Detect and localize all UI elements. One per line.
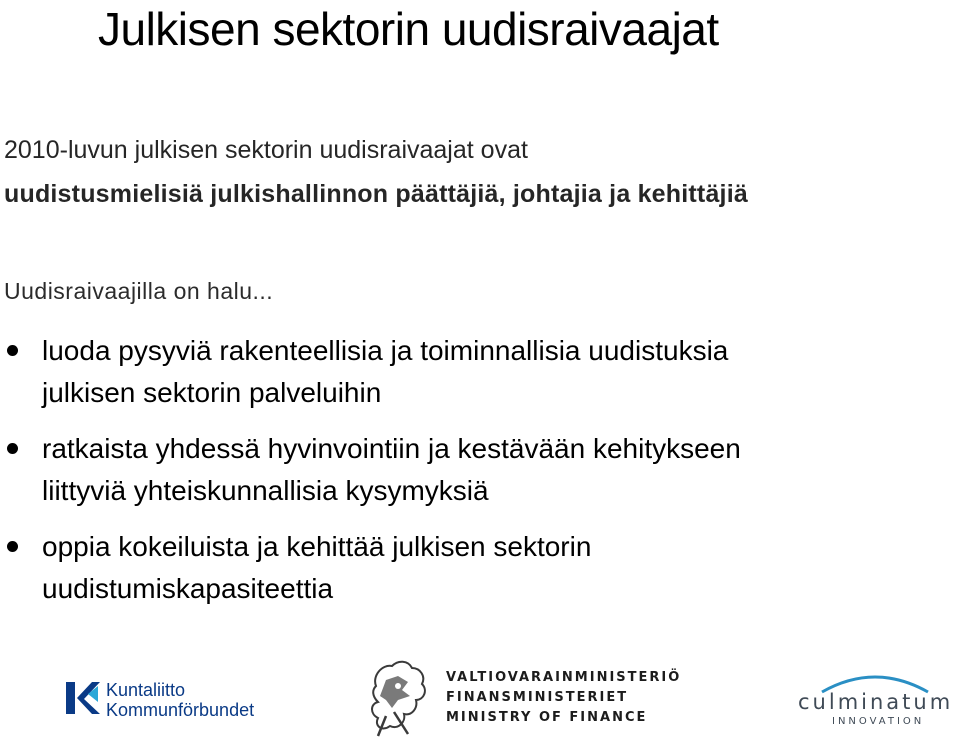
intro-text	[4, 128, 944, 216]
bullet-line: julkisen sektorin palveluihin	[42, 377, 382, 408]
kuntaliitto-k-icon	[64, 676, 100, 718]
bullet-line: liittyviä yhteiskunnallisia kysymyksiä	[42, 475, 489, 506]
bullet-line: ratkaista yhdessä hyvinvointiin ja kestävään kehitykseen	[42, 433, 741, 464]
lion-crest-icon	[368, 656, 430, 738]
ministry-name-sv: FINANSMINISTERIET	[446, 690, 629, 705]
bullet-item	[0, 428, 940, 512]
intro-line-1: 2010-luvun julkisen sektorin uudisraivaajat ovat	[4, 136, 528, 164]
ministry-wordmark	[446, 668, 681, 728]
culminatum-tagline: INNOVATION	[832, 716, 925, 727]
kommunforbundet-name: Kommunförbundet	[106, 700, 255, 720]
kuntaliitto-wordmark	[106, 680, 254, 720]
ministry-name-fi: VALTIOVARAINMINISTERIÖ	[446, 670, 682, 685]
culminatum-logo	[798, 670, 954, 730]
subheading: Uudisraivaajilla on halu...	[4, 278, 274, 304]
kuntaliitto-name: Kuntaliitto	[106, 680, 186, 700]
ministry-name-en: MINISTRY OF FINANCE	[446, 710, 648, 725]
bullet-dot-icon	[7, 541, 18, 552]
kuntaliitto-logo	[64, 676, 264, 724]
intro-line-2: uudistusmielisiä julkishallinnon päättäjiä, johtajia ja kehittäjiä	[4, 180, 748, 208]
ministry-of-finance-logo	[368, 656, 682, 740]
slide-title: Julkisen sektorin uudisraivaajat	[98, 3, 719, 55]
bullet-dot-icon	[7, 443, 18, 454]
culminatum-name: culminatum	[798, 690, 954, 714]
bullet-line: luoda pysyviä rakenteellisia ja toiminnallisia uudistuksia	[42, 335, 729, 366]
bullet-line: uudistumiskapasiteettia	[42, 573, 334, 604]
bullet-item	[0, 526, 940, 610]
bullet-item	[0, 330, 940, 414]
bullet-list	[0, 330, 940, 624]
bullet-line: oppia kokeiluista ja kehittää julkisen sektorin	[42, 531, 592, 562]
bullet-dot-icon	[7, 345, 18, 356]
